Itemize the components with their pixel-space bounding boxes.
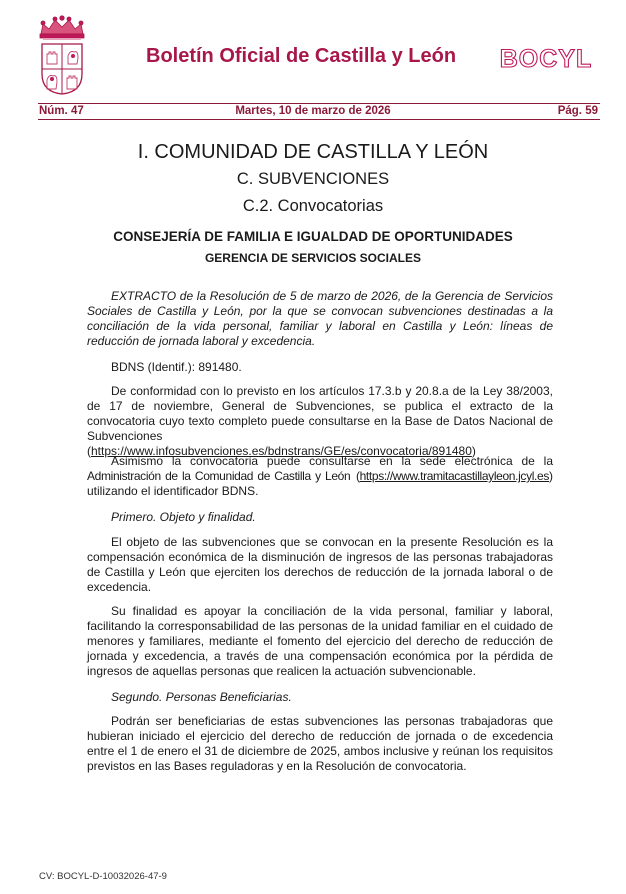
infosubvenciones-link[interactable]: https://www.infosubvenciones.es/bdnstrans/GE/es/convocatoria/891480 <box>91 444 472 458</box>
gazette-title: Boletín Oficial de Castilla y León <box>146 45 457 67</box>
beneficiarias-paragraph: Podrán ser beneficiarias de estas subvenciones las personas trabajadoras que hubieran iniciado el ejercicio del derecho de reducción de jornada o de excedencia entre el 1 de enero el 31 de diciembre de 2025, ambos inclusive y reúnan los requisitos previstos en las Bases reguladoras y en la Resolución de convocatoria. <box>87 714 553 773</box>
bocyl-logo-text: BOCYL <box>499 45 593 72</box>
conformidad-paragraph <box>87 384 553 459</box>
asimismo-text-1: Asimismo la convocatoria puede consultarse en la sede electrónica de la <box>111 454 553 468</box>
coat-of-arms-icon <box>37 14 87 96</box>
department-heading: CONSEJERÍA DE FAMILIA E IGUALDAD DE OPORTUNIDADES <box>113 229 513 244</box>
agency-heading: GERENCIA DE SERVICIOS SOCIALES <box>204 251 422 265</box>
tramita-link[interactable]: https://www.tramitacastillayleon.jcyl.es <box>359 469 549 483</box>
header-rule-top <box>38 103 600 104</box>
asimismo-text-3: utilizando el identificador BDNS. <box>87 484 259 498</box>
cv-code: CV: BOCYL-D-10032026-47-9 <box>39 871 167 882</box>
bocyl-logo <box>492 44 600 72</box>
primero-heading: Primero. Objeto y finalidad. <box>111 510 256 524</box>
issue-date: Martes, 10 de marzo de 2026 <box>235 105 391 117</box>
open-paren: ( <box>355 469 360 483</box>
issue-number: Núm. 47 <box>39 105 84 117</box>
segundo-heading: Segundo. Personas Beneficiarias. <box>111 690 292 704</box>
asimismo-text-2: Administración de la Comunidad de Castilla y León <box>87 469 351 483</box>
close-paren: ) <box>471 444 476 458</box>
subsection-heading: C. SUBVENCIONES <box>236 170 390 188</box>
finalidad-paragraph: Su finalidad es apoyar la conciliación de la vida personal, familiar y laboral, facilitando la corresponsabilidad de las personas de la unidad familiar en el cuidado de menores y familiares, mediante el fomento del ejercicio del derecho de reducción de jornada y excedencia, a través de una compensación económica por la pérdida de ingresos de aquellas personas que realicen la actuación subvencionable. <box>87 604 553 678</box>
page-number: Pág. 59 <box>557 105 598 117</box>
objeto-paragraph: El objeto de las subvenciones que se convocan en la presente Resolución es la compensación económica de la disminución de ingresos de las personas trabajadoras de Castilla y León que ejerciten los derechos de reducción de la jornada laboral o de excedencia. <box>87 535 553 594</box>
section-heading: I. COMUNIDAD DE CASTILLA Y LEÓN <box>137 141 489 163</box>
subsubsection-heading: C.2. Convocatorias <box>242 197 384 215</box>
asimismo-paragraph <box>87 454 553 499</box>
open-paren: ( <box>87 444 91 458</box>
header-rule-bottom <box>38 119 600 120</box>
bdns-identifier: BDNS (Identif.): 891480. <box>111 360 242 374</box>
extract-title: EXTRACTO de la Resolución de 5 de marzo de 2026, de la Gerencia de Servicios Sociales de Castilla y León, por la que se convocan subvenciones destinadas a la conciliación de la vida personal, familiar y laboral en Castilla y León: líneas de reducción de jornada laboral y excedencia. <box>87 289 553 348</box>
conformidad-text: De conformidad con lo previsto en los artículos 17.3.b y 20.8.a de la Ley 38/2003, de 17 de noviembre, General de Subvenciones, se publica el extracto de la convocatoria cuyo texto completo puede consultarse en la Base de Datos Nacional de Subvenciones <box>87 384 553 443</box>
close-paren: ) <box>549 469 553 483</box>
